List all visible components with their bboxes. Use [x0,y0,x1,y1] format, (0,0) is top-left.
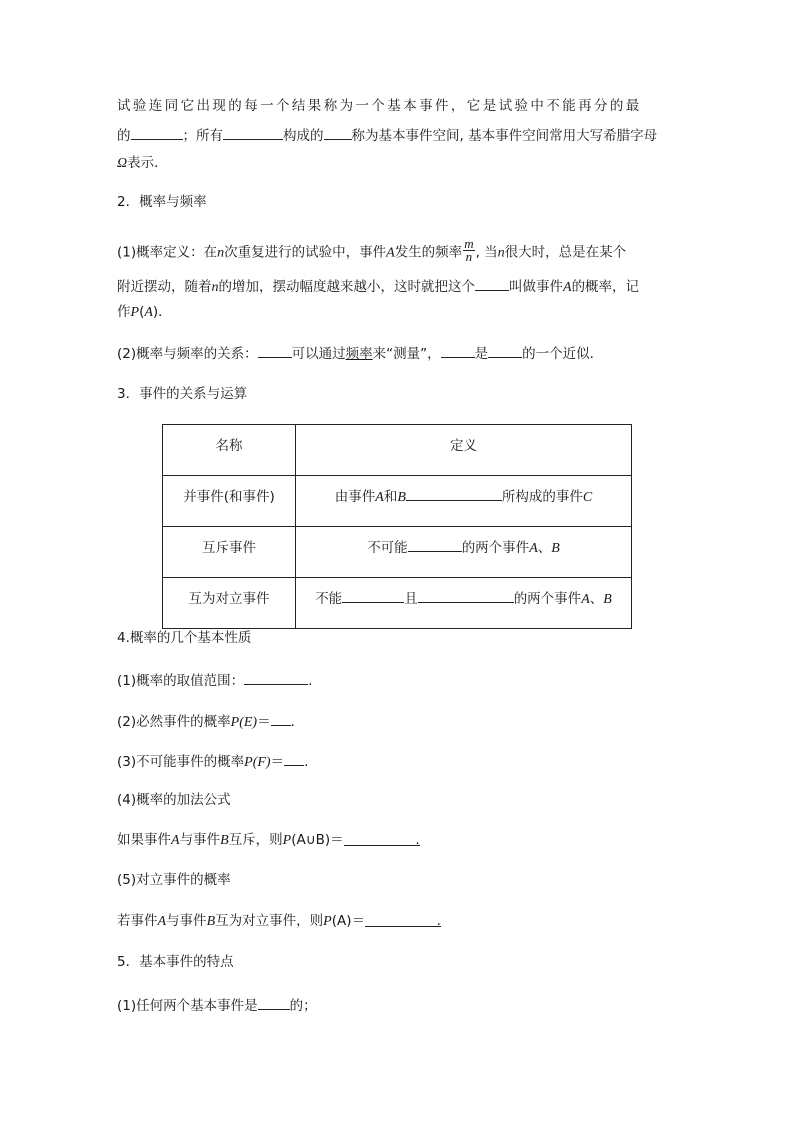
sec4-item-4: (4)概率的加法公式 [117,792,231,808]
blank [258,994,290,1010]
row-def: 不能 且 的两个事件A、B [296,578,632,629]
header-name: 名称 [163,425,296,476]
intro-line-1 [117,96,642,116]
row-name: 互斥事件 [163,527,296,578]
blank [258,342,292,358]
sec2-relation: (2)概率与频率的关系： 可以通过频率来“测量”， 是 的一个近似． [117,342,603,364]
blank [488,342,522,358]
table-row [163,527,632,578]
row-def: 由事件A和B 所构成的事件C [296,476,632,527]
sec4-item-1: (1)概率的取值范围： . [117,669,312,691]
blank [408,536,462,552]
section-4-heading: 4.概率的几个基本性质 [117,630,252,646]
sec2-para-3: 作P(A)． [117,304,172,320]
sec2-para-1: (1)概率定义：在n次重复进行的试验中，事件A发生的频率 $\frac{m}{n}$ , 当n很大时，总是在某个 [117,236,627,264]
sec5-item-1: (1)任何两个基本事件是 的； [117,994,317,1016]
blank [418,587,514,603]
header-def: 定义 [296,425,632,476]
sec4-item-5: (5)对立事件的概率 [117,872,231,888]
blank [324,124,352,140]
blank [271,710,291,726]
row-name: 互为对立事件 [163,578,296,629]
fraction-m-over-n: $\frac{m}{n}$ [464,236,474,264]
blank [223,124,283,140]
blank [342,587,404,603]
event-relations-table [162,424,632,629]
blank [284,750,304,766]
blank [406,485,502,501]
intro-line-3: Ω表示． [117,155,168,171]
omega-symbol: Ω [117,156,128,171]
blank [475,275,509,291]
row-def: 不可能 的两个事件A、B [296,527,632,578]
sec2-para-2: 附近摆动，随着n的增加，摆动幅度越来越小，这时就把这个 叫做事件A的概率，记 [117,275,639,298]
section-5-heading: 5．基本事件的特点 [117,954,234,970]
table-row [163,476,632,527]
sec4-item-5-formula: 若事件A与事件B互为对立事件，则P(A)＝ . [117,913,441,929]
sec4-item-2: (2)必然事件的概率P(E)＝ . [117,710,295,733]
sec4-item-3: (3)不可能事件的概率P(F)＝ . [117,750,308,773]
table-row [163,578,632,629]
section-2-heading: 2．概率与频率 [117,194,207,210]
section-3-heading: 3．事件的关系与运算 [117,386,248,402]
blank [131,124,183,140]
sec4-item-4-formula: 如果事件A与事件B互斥，则P(A∪B)＝ . [117,832,420,848]
blank: . [365,911,441,927]
intro-line-2: 的 ；所有 构成的 称为基本事件空间, 基本事件空间常用大写希腊字母 [117,124,657,146]
blank: . [344,830,420,846]
blank [441,342,475,358]
row-name: 并事件(和事件) [163,476,296,527]
intro-text-1: 试验连同它出现的每一个结果称为一个基本事件，它是试验中不能再分的最 [117,98,642,114]
table-header-row [163,425,632,476]
blank [244,669,308,685]
